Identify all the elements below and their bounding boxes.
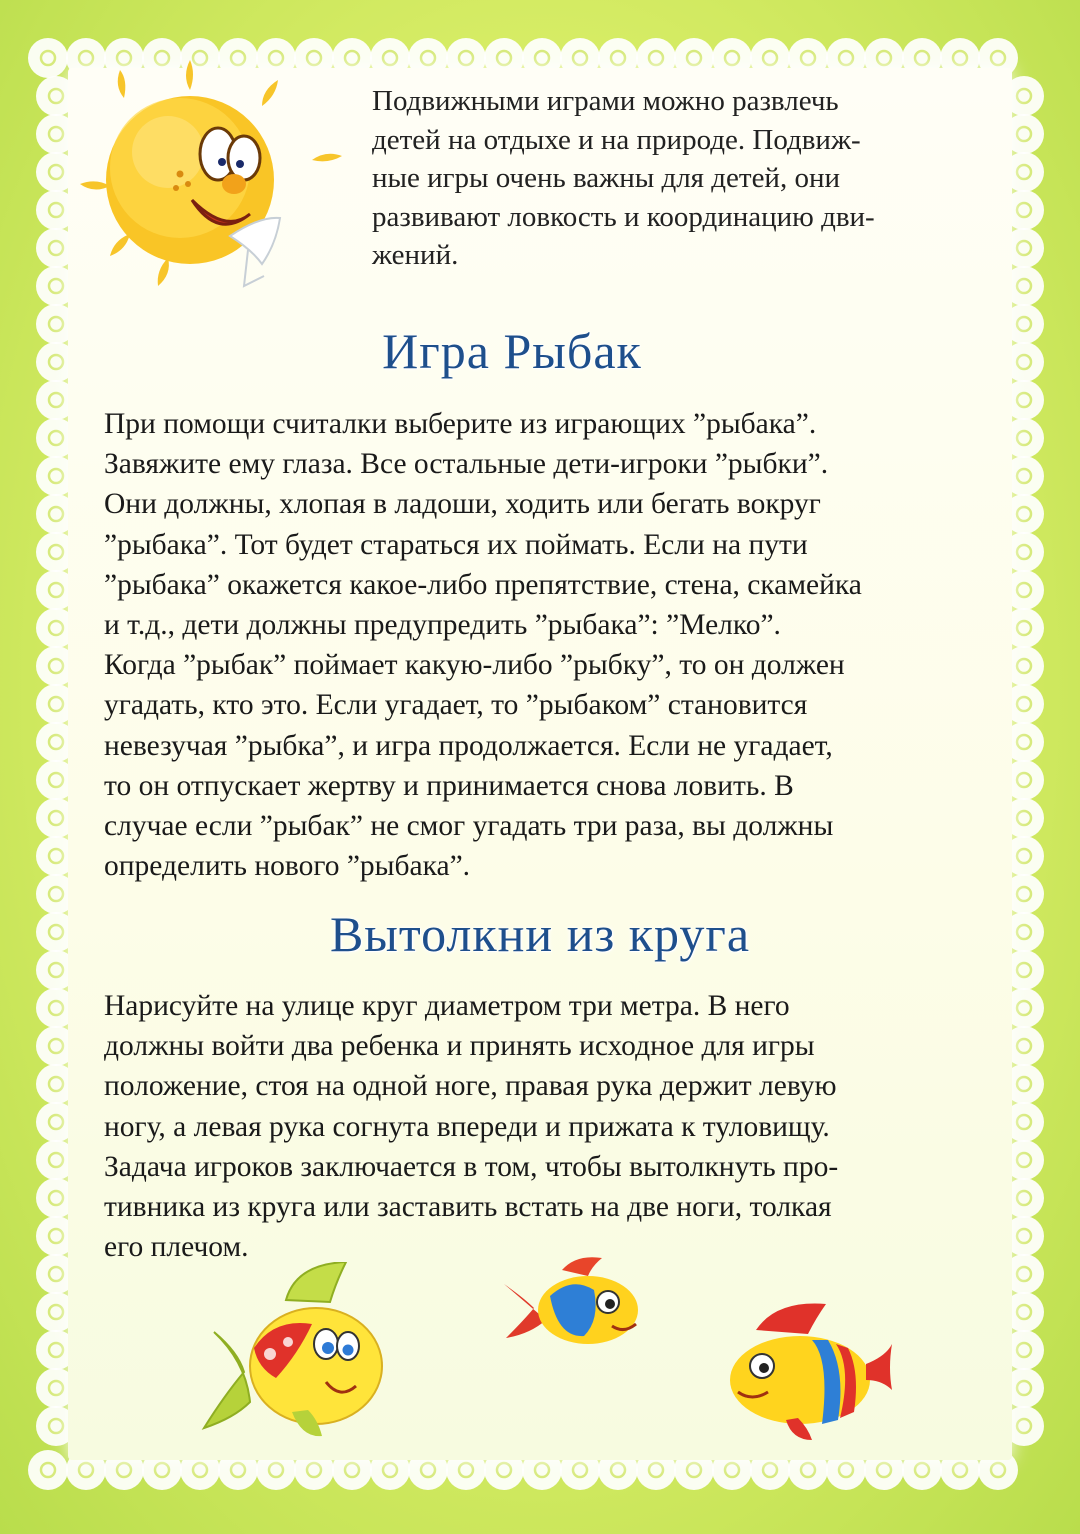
section-title-rybak: Игра Рыбак	[382, 323, 642, 379]
blue-fish-icon	[496, 1256, 648, 1356]
striped-fish-icon	[716, 1300, 896, 1446]
intro-paragraph: Подвижными играми можно развлечь детей на отдыхе и на природе. Подвиж- ные игры очень важны для детей, они развивают ловкость и координацию дви- жений.	[372, 85, 875, 271]
smiling-sun-icon	[80, 60, 350, 310]
section-title-vytolkni: Вытолкни из круга	[329, 906, 751, 962]
section-text-rybak: При помощи считалки выберите из играющих ”рыбака”. Завяжите ему глаза. Все остальные дети-игроки ”рыбки”. Они должны, хлопая в ладоши, ходить или бегать вокруг ”рыбака”. Тот будет стараться их поймать. Если на пути ”рыбака” окажется какое-либо препятствие, стена, скамейка и т.д., дети должны предупредить ”рыбака”: ”Мелко”. Когда ”рыбак” поймает какую-либо ”рыбку”, то он должен угадать, кто это. Если угадает, то ”рыбаком” становится невезучая ”рыбка”, и игра продолжается. Если не угадает, то он отпускает жертву и принимается снова ловить. В случае если ”рыбак” не смог угадать три раза, вы должны определить нового ”рыбака”.	[104, 408, 862, 883]
section-text-vytolkni: Нарисуйте на улице круг диаметром три метра. В него должны войти два ребенка и принять исходное для игры положение, стоя на одной ноге, правая рука держит левую ногу, а левая рука согнута впереди и прижата к туловищу. Задача игроков заключается в том, чтобы вытолкнуть про- тивника из круга или заставить встать на две ноги, толкая его плечом.	[104, 990, 839, 1264]
yellow-fish-icon	[196, 1262, 396, 1442]
